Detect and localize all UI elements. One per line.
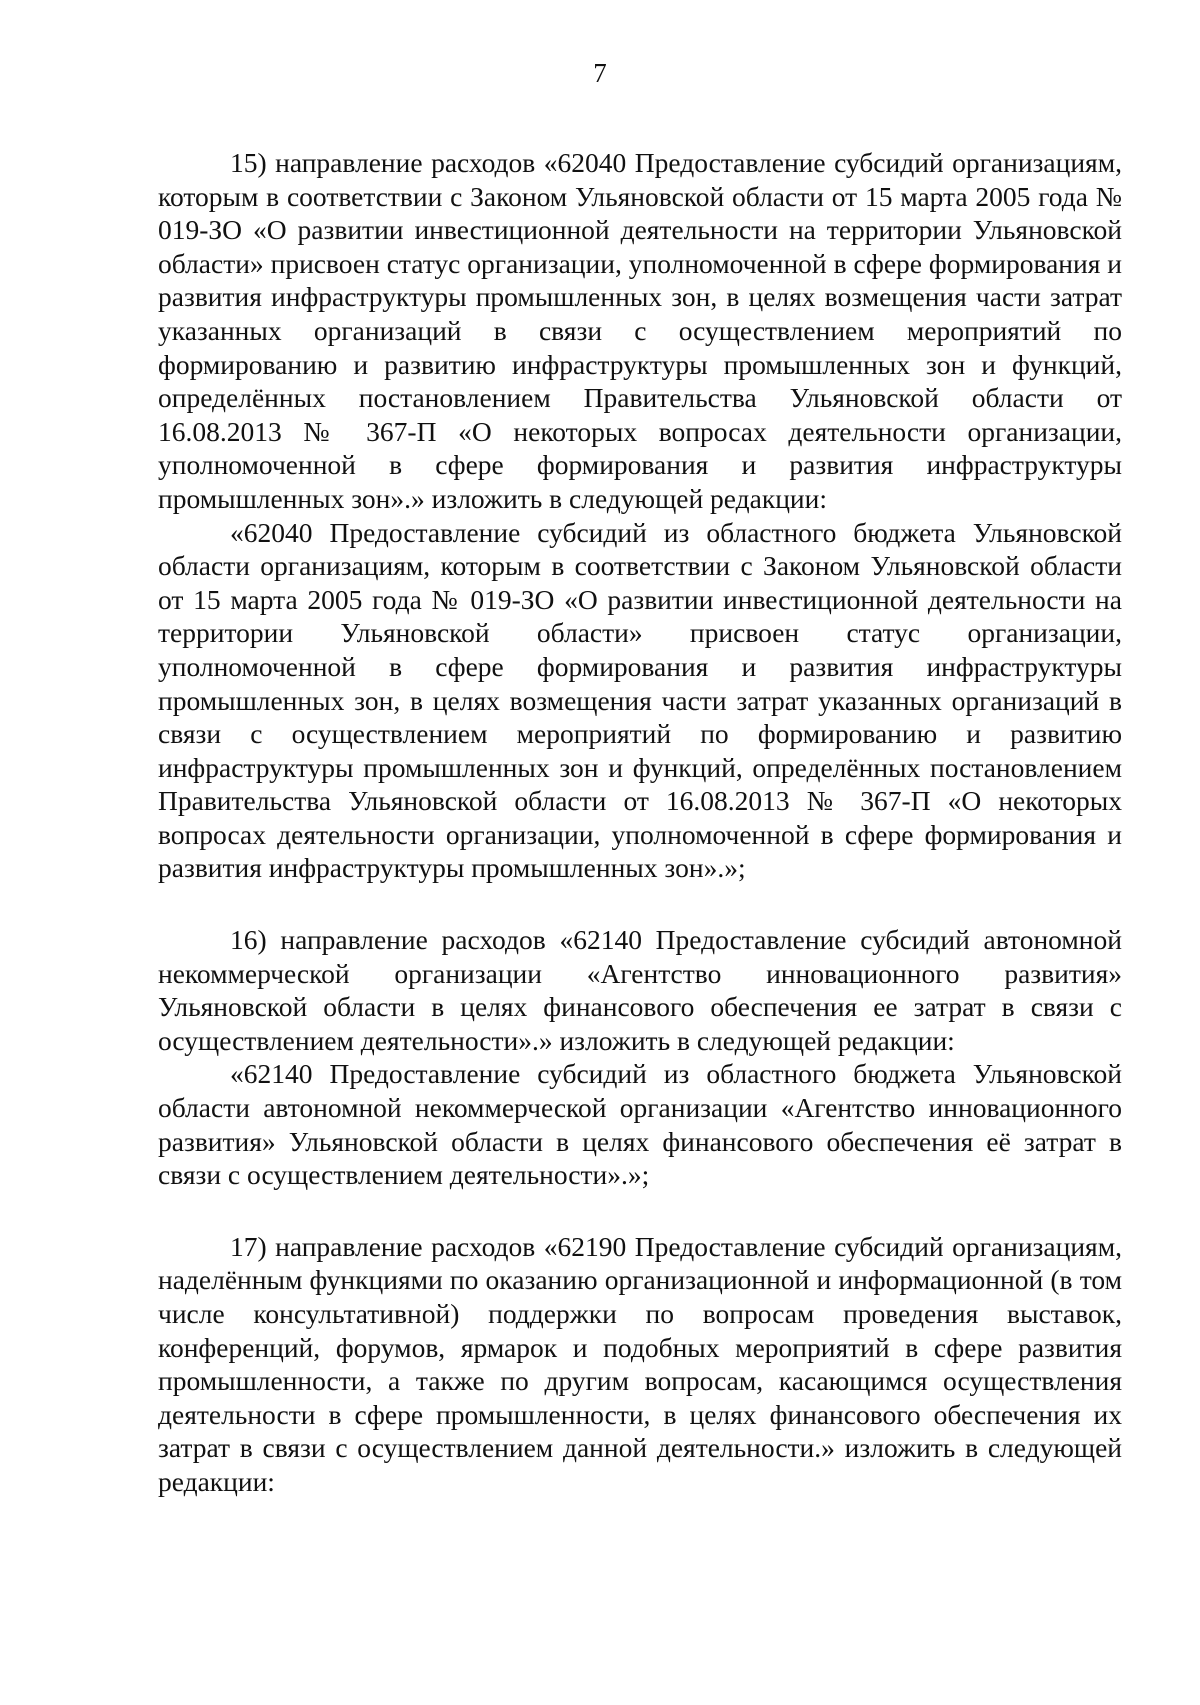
- item-15-paragraph: 15) направление расходов «62040 Предоставление субсидий организациям, которым в соответствии с Законом Ульяновской области от 15 марта 2005 года № 019-ЗО «О развитии инвестиционной деятельности на территории Ульяновской области» присвоен статус организации, уполномоченной в сфере формирования и развития инфраструктуры промышленных зон, в целях возмещения части затрат указанных организаций в связи с осуществлением мероприятий по формированию и развитию инфраструктуры промышленных зон и функций, определённых постановлением Правительства Ульяновской области от 16.08.2013 № 367-П «О некоторых вопросах деятельности организации, уполномоченной в сфере формирования и развития инфраструктуры промышленных зон».» изложить в следующей редакции:: [158, 147, 1122, 514]
- paragraph-spacer: [158, 1192, 1122, 1230]
- document-body: [158, 146, 1122, 1499]
- page-number: 7: [593, 58, 607, 88]
- item-17-paragraph: 17) направление расходов «62190 Предоставление субсидий организациям, наделённым функциями по оказанию организационной и информационной (в том числе консультативной) поддержки по вопросам проведения выставок, конференций, форумов, ярмарок и подобных мероприятий в сфере развития промышленности, а также по другим вопросам, касающимся осуществления деятельности в сфере промышленности, в целях финансового обеспечения их затрат в связи с осуществлением данной деятельности.» изложить в следующей редакции:: [158, 1230, 1122, 1497]
- paragraph-spacer: [158, 885, 1122, 923]
- item-16-paragraph: 16) направление расходов «62140 Предоставление субсидий автономной некоммерческой организации «Агентство инновационного развития» Ульяновской области в целях финансового обеспечения ее затрат в связи с осуществлением деятельности».» изложить в следующей редакции:: [158, 924, 1122, 1056]
- item-16-new-wording: «62140 Предоставление субсидий из областного бюджета Ульяновской области автономной некоммерческой организации «Агентство инновационного развития» Ульяновской области в целях финансового обеспечения её затрат в связи с осуществлением деятельности».»;: [158, 1058, 1122, 1191]
- item-15-new-wording: «62040 Предоставление субсидий из областного бюджета Ульяновской области организациям, которым в соответствии с Законом Ульяновской области от 15 марта 2005 года № 019-ЗО «О развитии инвестиционной деятельности на территории Ульяновской области» присвоен статус организации, уполномоченной в сфере формирования и развития инфраструктуры промышленных зон, в целях возмещения части затрат указанных организаций в связи с осуществлением мероприятий по формированию и развитию инфраструктуры промышленных зон и функций, определённых постановлением Правительства Ульяновской области от 16.08.2013 № 367-П «О некоторых вопросах деятельности организации, уполномоченной в сфере формирования и развития инфраструктуры промышленных зон».»;: [158, 516, 1122, 884]
